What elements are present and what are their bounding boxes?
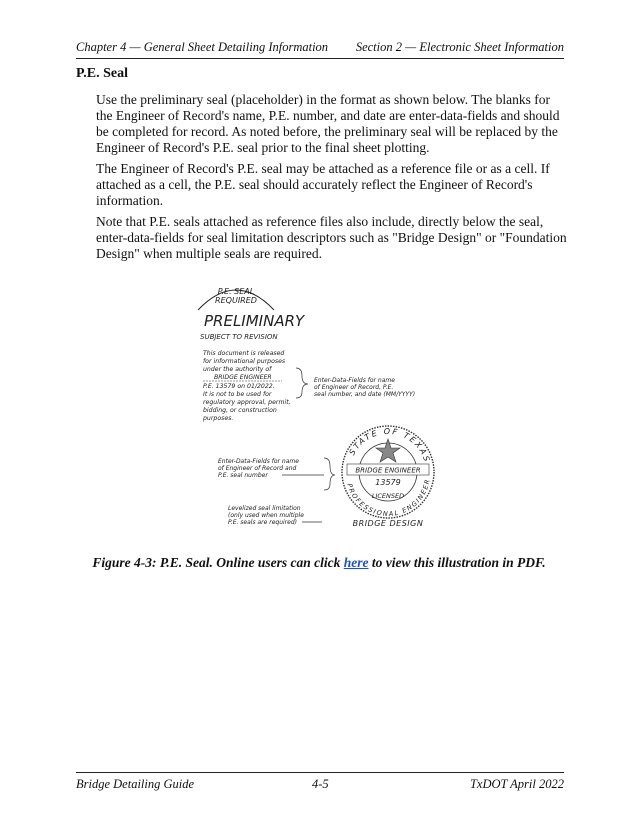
svg-text:P.E. seal number: P.E. seal number: [218, 472, 268, 479]
seal-licensed: LICENSED: [371, 492, 405, 500]
footer-guide-title: Bridge Detailing Guide: [76, 777, 195, 791]
header-section: Section 2 — Electronic Sheet Information: [355, 40, 564, 54]
prelim-body-4: BRIDGE ENGINEER: [214, 374, 272, 381]
prelim-arc-line2: REQUIRED: [215, 296, 257, 305]
svg-text:Enter-Data-Fields for name: Enter-Data-Fields for name: [218, 458, 299, 465]
pe-seal-figure: [190, 276, 440, 530]
svg-text:(only used when multiple: (only used when multiple: [228, 512, 304, 519]
caption-pdf-link[interactable]: here: [343, 555, 369, 570]
seal-top-arc-text: STATE OF TEXAS: [347, 426, 432, 465]
svg-text:of Engineer of Record, P.E.: of Engineer of Record, P.E.: [314, 384, 394, 391]
prelim-body-2: for informational purposes: [203, 358, 286, 365]
svg-text:Levelized seal limitation: Levelized seal limitation: [228, 505, 301, 512]
svg-text:Enter-Data-Fields for name: Enter-Data-Fields for name: [314, 377, 395, 384]
star-icon: [376, 439, 400, 462]
prelim-body-8: bidding, or construction: [203, 407, 277, 414]
preliminary-seal: [198, 287, 306, 422]
caption-text: Figure 4-3: P.E. Seal. Online users can click: [92, 555, 344, 570]
footer-page-number: 4-5: [312, 777, 329, 791]
prelim-body-6: It is not to be used for: [203, 391, 272, 398]
page-footer: [76, 772, 564, 791]
official-pe-seal: [342, 426, 434, 528]
svg-text:of Engineer of Record and: of Engineer of Record and: [218, 465, 297, 472]
page-header: [76, 38, 564, 59]
paragraph-reference-files: Note that P.E. seals attached as reference files also include, directly below the seal, enter-data-fields for seal limitation descriptors such as "Bridge Design" or "Foundation Design" when multiple seals are required.: [96, 214, 567, 261]
seal-engineer-name: BRIDGE ENGINEER: [355, 466, 421, 475]
paragraph-preliminary-seal: Use the preliminary seal (placeholder) in the format as shown below. The blanks for the Engineer of Record's name, P.E. number, and date are enter-data-fields and should be completed for record. As noted before, the preliminary seal will be replaced by the Engineer of Record's P.E. seal prior to the final sheet plotting.: [96, 92, 560, 155]
prelim-body-1: This document is released: [203, 350, 285, 357]
callout-seal-limitation: [228, 505, 322, 526]
prelim-body-9: purposes.: [203, 415, 234, 422]
callout-enter-data-fields-1: [296, 368, 415, 398]
header-chapter: Chapter 4 — General Sheet Detailing Information: [76, 40, 329, 54]
paragraph-attachment: The Engineer of Record's P.E. seal may be attached as a reference file or as a cell. If attached as a cell, the P.E. seal should accurately reflect the Engineer of Record's information.: [96, 161, 550, 208]
prelim-subtitle: SUBJECT TO REVISION: [200, 333, 278, 341]
svg-text:seal number, and date (MM/YYYY: seal number, and date (MM/YYYY): [314, 391, 416, 398]
figure-caption: [0, 555, 638, 571]
caption-text-end: to view this illustration in PDF.: [368, 555, 546, 570]
callout-enter-data-fields-2: [218, 458, 335, 490]
seal-limitation: BRIDGE DESIGN: [352, 519, 424, 528]
seal-number: 13579: [375, 478, 401, 487]
prelim-body-7: regulatory approval, permit,: [203, 399, 291, 406]
seal-bottom-arc-text: PROFESSIONAL ENGINEER: [345, 477, 432, 519]
svg-text:P.E. seals are required): P.E. seals are required): [228, 519, 297, 526]
prelim-arc-line1: P.E. SEAL: [217, 287, 255, 296]
prelim-body-5: P.E. 13579 on 01/2022.: [203, 383, 275, 390]
footer-date: TxDOT April 2022: [469, 777, 564, 791]
prelim-title: PRELIMINARY: [204, 312, 305, 330]
prelim-body-3: under the authority of: [203, 366, 272, 373]
section-title: P.E. Seal: [76, 66, 128, 81]
